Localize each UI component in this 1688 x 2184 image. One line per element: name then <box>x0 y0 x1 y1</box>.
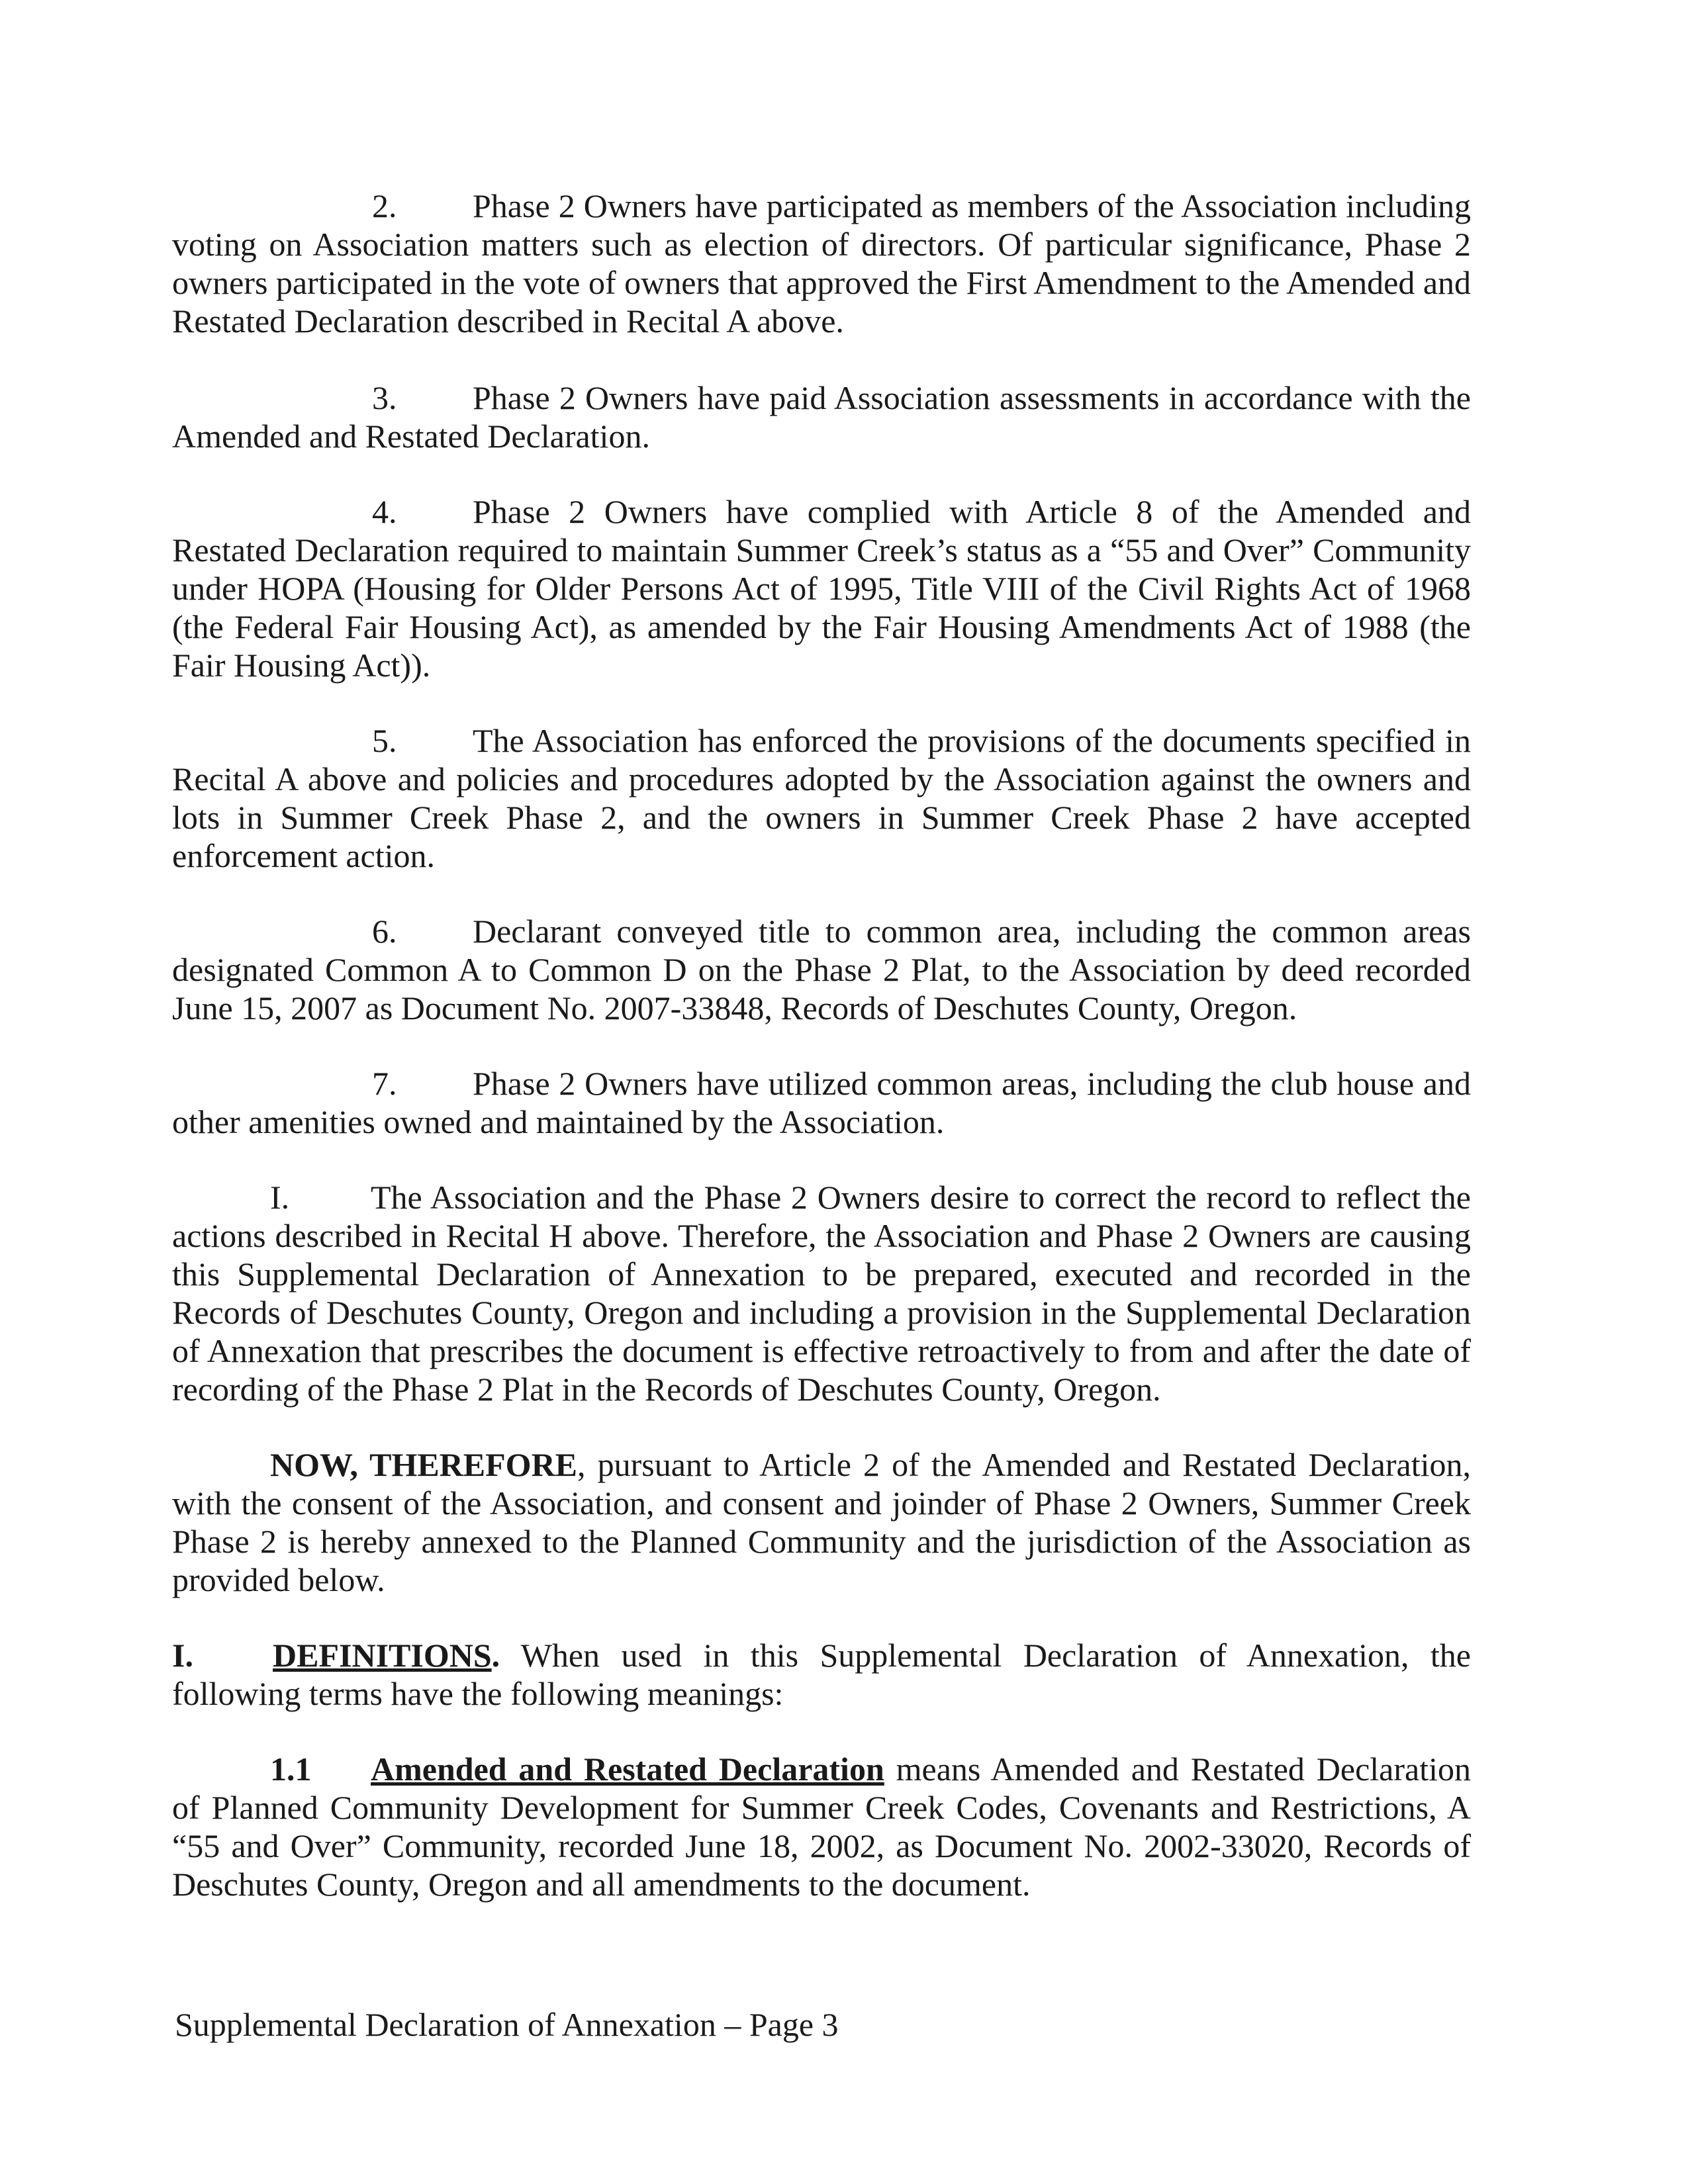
item-number: 6. <box>372 913 397 950</box>
item-text: Phase 2 Owners have complied with Article 8 of the Amended and Restated Declaration required to maintain Summer Creek’s status as a “55 and Over” Community under HOPA (Housing for Older Persons Act of 1995, Title VIII of the Civil Rights Act of 1968 (the Federal Fair Housing Act), as amended by the Fair Housing Amendments Act of 1988 (the Fair Housing Act)). <box>172 493 1471 684</box>
item-text: Declarant conveyed title to common area, including the common areas designated Common A to Common D on the Phase 2 Plat, to the Association by deed recorded June 15, 2007 as Document No. 2007-33848, Records of Deschutes County, Oregon. <box>172 913 1471 1026</box>
now-therefore-text: , pursuant to Article 2 of the Amended and Restated Declaration, with the consent of the Association, and consent and joinder of Phase 2 Owners, Summer Creek Phase 2 is hereby annexed to the Planned Community and the jurisdiction of the Association as provided below. <box>172 1446 1471 1598</box>
recital-item-7 <box>172 1064 1471 1141</box>
definition-text: means Amended and Restated Declaration of Planned Community Development for Summer Creek Codes, Covenants and Restrictions, A “55 and Over” Community, recorded June 18, 2002, as Document No. 2002-33020, Records of Deschutes County, Oregon and all amendments to the document. <box>172 1751 1471 1903</box>
page-footer: Supplemental Declaration of Annexation – Page 3 <box>175 2006 839 2043</box>
recital-item-6 <box>172 912 1471 1027</box>
recital-text: The Association and the Phase 2 Owners desire to correct the record to reflect the actions described in Recital H above. Therefore, the Association and Phase 2 Owners are causing this Supplemental Declaration of Annexation to be prepared, executed and recorded in the Records of Deschutes County, Oregon and including a provision in the Supplemental Declaration of Annexation that prescribes the document is effective retroactively to from and after the date of recording of the Phase 2 Plat in the Records of Deschutes County, Oregon. <box>172 1179 1471 1408</box>
document-body <box>172 187 1471 1903</box>
item-number: 4. <box>372 493 397 530</box>
item-text: Phase 2 Owners have participated as members of the Association including voting on Association matters such as election of directors. Of particular significance, Phase 2 owners participated in the vote of owners that approved the First Amendment to the Amended and Restated Declaration described in Recital A above. <box>172 187 1472 340</box>
definition-term: Amended and Restated Declaration <box>371 1751 884 1788</box>
item-text: Phase 2 Owners have utilized common areas, including the club house and other amenities owned and maintained by the Association. <box>172 1065 1471 1140</box>
definition-number: 1.1 <box>270 1751 312 1788</box>
definitions-section <box>172 1636 1471 1713</box>
recital-item-4 <box>172 492 1471 684</box>
recital-letter: I. <box>270 1179 290 1216</box>
item-text: Phase 2 Owners have paid Association assessments in accordance with the Amended and Restated Declaration. <box>172 379 1471 455</box>
recital-item-3 <box>172 379 1471 455</box>
now-therefore-lead: NOW, THEREFORE <box>270 1446 578 1483</box>
recital-item-2 <box>172 187 1471 340</box>
recital-item-5 <box>172 721 1471 875</box>
now-therefore-paragraph <box>172 1445 1471 1599</box>
item-number: 3. <box>372 379 397 416</box>
definition-1-1 <box>172 1750 1471 1903</box>
item-text: The Association has enforced the provisions of the documents specified in Recital A above and policies and procedures adopted by the Association against the owners and lots in Summer Creek Phase 2, and the owners in Summer Creek Phase 2 have accepted enforcement action. <box>172 722 1471 874</box>
item-number: 2. <box>372 187 397 224</box>
section-heading-suffix: . <box>491 1637 500 1674</box>
item-number: 5. <box>372 722 397 759</box>
section-heading: DEFINITIONS <box>273 1637 492 1674</box>
section-text: When used in this Supplemental Declaration of Annexation, the following terms have the following meanings: <box>172 1637 1471 1712</box>
section-number: I. <box>172 1637 193 1674</box>
recital-i <box>172 1178 1471 1408</box>
item-number: 7. <box>372 1065 397 1102</box>
